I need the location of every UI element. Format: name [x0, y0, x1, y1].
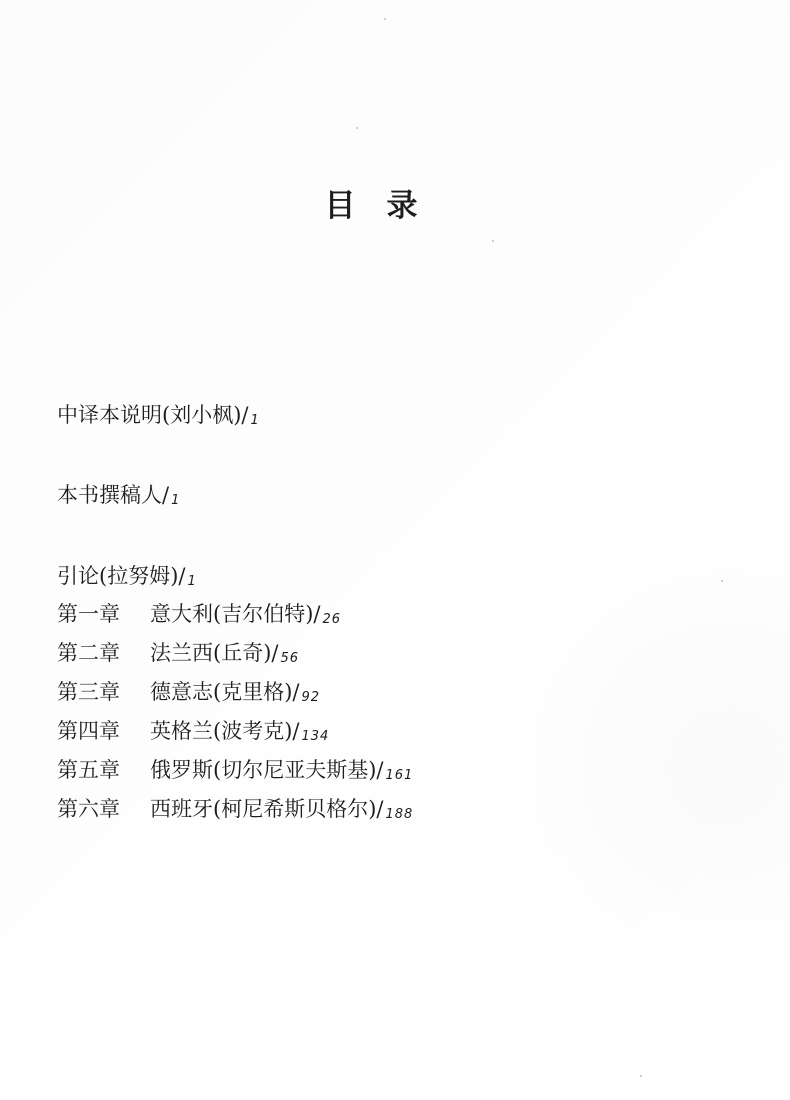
toc-entry-title: 俄罗斯(切尔尼亚夫斯基) — [150, 758, 377, 782]
toc-entry-separator: / — [313, 602, 321, 626]
toc-entry-title: 引论(拉努姆) — [57, 564, 179, 588]
toc-entry-page-number: 56 — [280, 651, 300, 666]
toc-entry-page-number: 26 — [322, 612, 342, 627]
toc-entry-chapter-3 — [57, 679, 320, 705]
toc-entry-page-number: 92 — [301, 690, 321, 705]
toc-entry-title: 德意志(克里格) — [150, 680, 293, 704]
toc-chapter-label: 第四章 — [57, 719, 120, 743]
toc-entry-title: 意大利(吉尔伯特) — [150, 602, 314, 626]
toc-entry-page-number: 161 — [385, 768, 414, 783]
toc-entry-chapter-6 — [57, 796, 413, 822]
toc-entry-page-number: 134 — [301, 729, 330, 744]
paper-speck — [721, 580, 723, 582]
paper-speck — [492, 240, 494, 242]
toc-entry-introduction — [57, 563, 197, 589]
toc-entry-separator: / — [178, 564, 186, 588]
toc-entry-title: 英格兰(波考克) — [150, 719, 293, 743]
toc-entry-chapter-4 — [57, 718, 329, 744]
toc-entry-title: 本书撰稿人 — [57, 483, 162, 507]
page-title-text: 目 录 — [324, 188, 418, 224]
toc-entry-title: 西班牙(柯尼希斯贝格尔) — [150, 797, 377, 821]
toc-entry-separator: / — [292, 719, 300, 743]
toc-entry-chapter-1 — [57, 601, 341, 627]
paper-speck — [384, 18, 386, 20]
toc-chapter-label: 第六章 — [57, 797, 120, 821]
toc-chapter-label: 第一章 — [57, 602, 120, 626]
toc-chapter-label: 第二章 — [57, 641, 120, 665]
toc-entry-title: 法兰西(丘奇) — [150, 641, 272, 665]
toc-entry-separator: / — [376, 758, 384, 782]
toc-entry-page-number: 188 — [385, 807, 414, 822]
page-title — [318, 180, 424, 225]
toc-entry-separator: / — [271, 641, 279, 665]
toc-entry-translator-note — [57, 402, 260, 428]
toc-chapter-label: 第五章 — [57, 758, 120, 782]
paper-speck — [640, 1075, 642, 1077]
toc-entry-separator: / — [241, 403, 249, 427]
toc-chapter-label: 第三章 — [57, 680, 120, 704]
toc-entry-page-number: 1 — [187, 574, 197, 589]
toc-entry-separator: / — [292, 680, 300, 704]
toc-entry-contributors — [57, 482, 180, 508]
toc-entry-separator: / — [376, 797, 384, 821]
toc-entry-chapter-5 — [57, 757, 413, 783]
paper-speck — [356, 127, 358, 129]
toc-entry-chapter-2 — [57, 640, 299, 666]
toc-entry-page-number: 1 — [250, 413, 260, 428]
toc-entry-title: 中译本说明(刘小枫) — [57, 403, 242, 427]
toc-entry-separator: / — [162, 483, 170, 507]
toc-entry-page-number: 1 — [171, 493, 181, 508]
